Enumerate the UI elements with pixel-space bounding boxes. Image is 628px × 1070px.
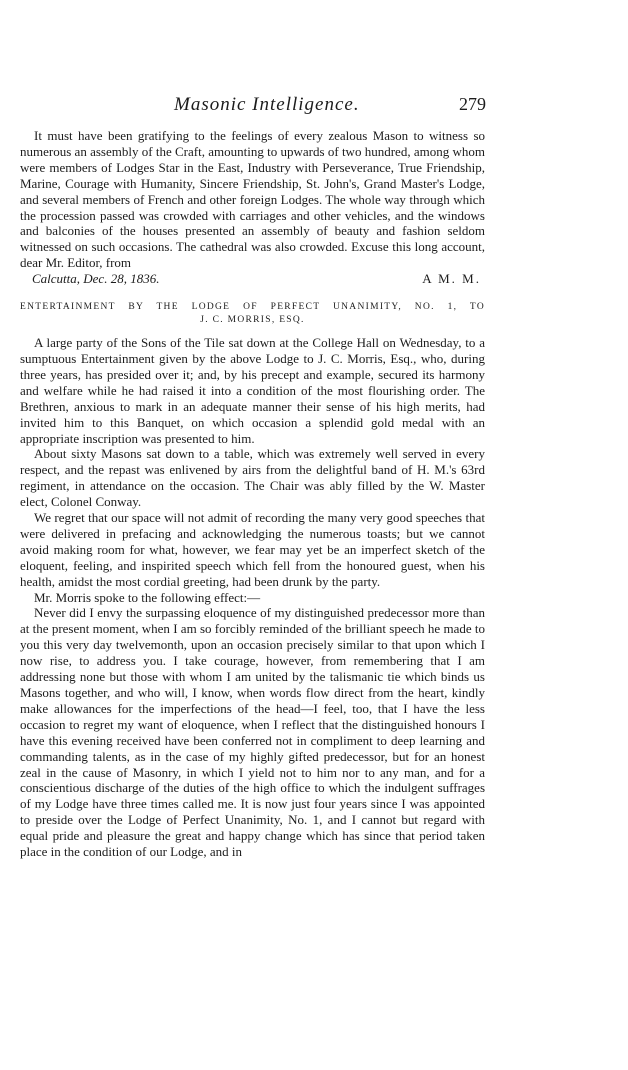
article-paragraph: About sixty Masons sat down to a table, which was extremely well served in every respect, and the repast was enlivened by airs from the delightful band of H. M.'s 63rd regiment, in attendance on the occasion. The Chair was ably filled by the W. Master elect, Colonel Conway.: [20, 446, 485, 510]
page-number: 279: [459, 94, 486, 114]
signoff-line: [20, 271, 485, 287]
article-heading: [20, 301, 485, 327]
article-paragraph: It must have been gratifying to the feelings of every zealous Mason to witness so numerous an assembly of the Craft, amounting to upwards of two hundred, among whom were members of Lodges Star in the East, Industry with Perseverance, True Friendship, Marine, Courage with Humanity, Sincere Friendship, St. John's, Grand Master's Lodge, and several members of French and other foreign Lodges. The whole way through which the procession passed was crowded with carriages and other vehicles, and the windows and balconies of the houses presented an assembly of beauty and fashion seldom witnessed on such occasions. The cathedral was also crowded. Excuse this long account, dear Mr. Editor, from: [20, 128, 485, 271]
running-title: Masonic Intelligence.: [174, 94, 360, 115]
page-header: [56, 94, 486, 122]
article-paragraph: We regret that our space will not admit of recording the many very good speeches that were delivered in prefacing and acknowledging the numerous toasts; but we cannot avoid making room for what, however, we fear may yet be an imperfect sketch of the eloquent, feeling, and inspirited speech which fell from the honoured guest, when his health, amidst the most cordial greeting, had been drunk by the party.: [20, 510, 485, 589]
signature: A M. M.: [422, 271, 481, 287]
heading-line-2: J. C. MORRIS, ESQ.: [200, 315, 305, 326]
article-paragraph: Mr. Morris spoke to the following effect:—: [34, 589, 261, 605]
heading-line-1: ENTERTAINMENT BY THE LODGE OF PERFECT UNANIMITY, NO. 1, TO: [20, 302, 485, 313]
page-body: [20, 128, 485, 860]
dateline: Calcutta, Dec. 28, 1836.: [32, 271, 160, 287]
article-paragraph: A large party of the Sons of the Tile sat down at the College Hall on Wednesday, to a sumptuous Entertainment given by the above Lodge to J. C. Morris, Esq., who, during three years, has presided over it; and, by his precept and example, secured its harmony and welfare while he had raised it into a condition of the most flourishing order. The Brethren, anxious to mark in an adequate manner their sense of his high merits, had invited him to this Banquet, on which occasion a splendid gold medal with an appropriate inscription was presented to him.: [20, 335, 485, 446]
article-paragraph: Never did I envy the surpassing eloquence of my distinguished predecessor more than at the present moment, when I am so forcibly reminded of the brilliant speech he made to you this very day twelvemonth, upon an occasion precisely similar to that upon which I now rise, to address you. I take courage, however, from remembering that I am addressing none but those with whom I am united by the talismanic tie which binds us Masons together, and who will, I know, when words flow direct from the heart, kindly make allowances for the imperfections of the head—I feel, too, that I have the less occasion to regret my want of eloquence, when I reflect that the distinguished honours I have this evening received have been conferred not in compliment to deep learning and commanding talents, as in the case of my highly gifted predecessor, but for an honest zeal in the cause of Masonry, in which I yield not to him nor to any man, and for a conscientious discharge of the duties of the high office to which the indulgent suffrages of my Lodge have three times called me. It is now just four years since I was appointed to preside over the Lodge of Perfect Unanimity, No. 1, and I cannot but regard with equal pride and pleasure the great and happy change which has since that period taken place in the condition of our Lodge, and in: [20, 605, 485, 860]
